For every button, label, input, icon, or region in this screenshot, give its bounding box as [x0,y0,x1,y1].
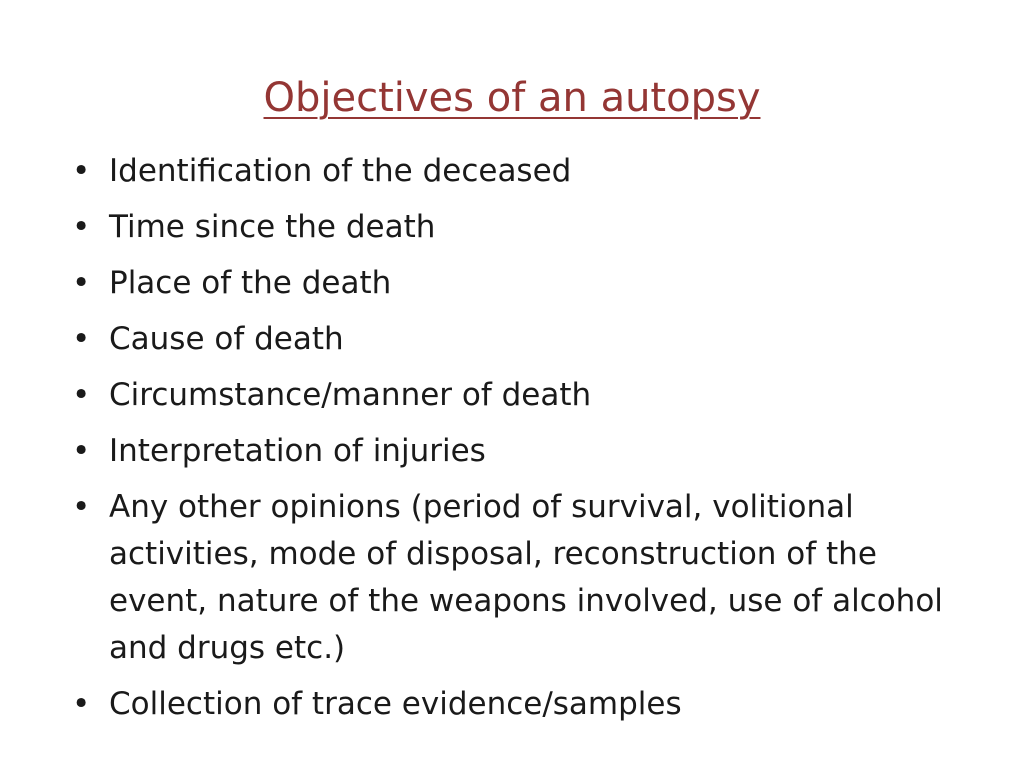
bullet-icon: • [72,686,91,722]
bullet-icon: • [72,433,91,469]
bullet-text: Any other opinions (period of survival, volitional activities, mode of disposal, reconstruction of the event, nature of the weapons involved, use of alcohol and drugs etc.) [109,489,943,666]
bullet-text: Cause of death [109,321,344,357]
list-item [72,204,972,251]
bullet-icon: • [72,321,91,357]
bullet-icon: • [72,153,91,189]
bullet-text: Interpretation of injuries [109,433,486,469]
list-item [72,372,972,419]
bullet-text: Collection of trace evidence/samples [109,686,682,722]
list-item [72,316,972,363]
slide-title: Objectives of an autopsy [263,75,761,121]
list-item [72,260,972,307]
bullet-icon: • [72,265,91,301]
list-item [72,428,972,475]
list-item [72,681,972,728]
bullet-list [72,148,972,728]
bullet-text: Time since the death [109,209,436,245]
bullet-icon: • [72,489,91,525]
list-item [72,148,972,195]
bullet-icon: • [72,377,91,413]
bullet-icon: • [72,209,91,245]
bullet-text: Identification of the deceased [109,153,572,189]
bullet-text: Circumstance/manner of death [109,377,592,413]
list-item [72,484,972,672]
bullet-text: Place of the death [109,265,392,301]
